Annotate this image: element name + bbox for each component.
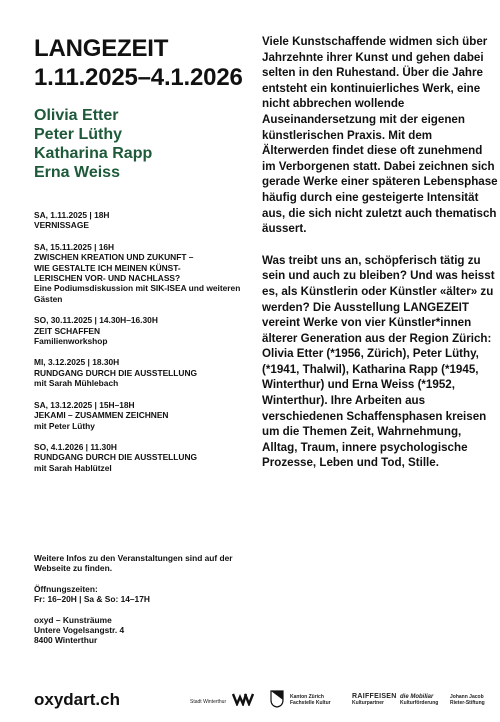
more-info-text: Weitere Infos zu den Veranstaltungen sind auf der Webseite zu finden.: [34, 553, 233, 574]
left-column: [34, 34, 259, 484]
event-title: JEKAMI – ZUSAMMEN ZEICHNEN: [34, 410, 169, 421]
event-date: SO, 4.1.2026 | 11.30H: [34, 441, 117, 452]
logo-text: Johann Jacob: [450, 694, 484, 700]
event-date: MI, 3.12.2025 | 18.30H: [34, 357, 120, 368]
event-item: [34, 442, 259, 473]
winterthur-lion-icon: [232, 692, 254, 706]
artist-name: Olivia Etter: [34, 107, 119, 124]
artist-name: Katharina Rapp: [34, 145, 153, 162]
event-date: SA, 15.11.2025 | 16H: [34, 241, 115, 252]
opening-hours-value: Fr: 16–20H | Sa & So: 14–17H: [34, 594, 150, 605]
event-subtitle: mit Peter Lüthy: [34, 420, 95, 431]
info-block: [34, 553, 259, 656]
artist-name: Erna Weiss: [34, 164, 120, 181]
event-subtitle: Familienworkshop: [34, 336, 108, 347]
event-date: SA, 13.12.2025 | 15H–18H: [34, 399, 135, 410]
logo-text: RAIFFEISEN: [352, 693, 397, 700]
website-link[interactable]: oxydart.ch: [34, 690, 120, 709]
sponsor-logos: [190, 690, 500, 712]
address: [34, 615, 259, 646]
logo-text: Fachstelle Kultur: [290, 700, 331, 706]
opening-hours-label: Öffnungszeiten:: [34, 583, 98, 594]
address-line: oxyd – Kunsträume: [34, 614, 112, 625]
event-title: RUNDGANG DURCH DIE AUSSTELLUNG: [34, 452, 198, 463]
logo-text: die Mobiliar: [400, 694, 434, 700]
logo-text: Kulturpartner: [352, 700, 384, 706]
logo-raiffeisen: [352, 694, 397, 706]
artist-name: Peter Lüthy: [34, 126, 123, 143]
description-paragraph: Viele Kunstschaffende widmen sich über Jahrzehnte ihrer Kunst und gehen dabei selten in den Ruhestand. Über die Jahre entsteht ein kontinuierliches Werk, eine nicht abbrechen wollende Auseinandersetzung mit der eigenen künstlerischen Praxis. Mit dem Älterwerden findet diese oft zunehmend im Verborgenen statt. Dabei zeichnen sich gerade Werke einer späteren Lebensphase häufig durch eine gesteigerte Intensität aus, die sich nicht zuletzt auch thematisch äussert.: [262, 35, 498, 236]
event-date: SO, 30.11.2025 | 14.30H–16.30H: [34, 315, 158, 326]
logo-text: Kulturförderung: [400, 700, 439, 706]
event-title: RUNDGANG DURCH DIE AUSSTELLUNG: [34, 367, 198, 378]
event-date: SA, 1.11.2025 | 18H: [34, 210, 110, 220]
event-subtitle: mit Sarah Hablützel: [34, 462, 112, 473]
logo-stadt-winterthur: Stadt Winterthur: [190, 699, 227, 705]
opening-hours: [34, 584, 259, 605]
logo-kanton-zuerich: [290, 694, 331, 706]
event-subtitle: mit Sarah Mühlebach: [34, 378, 119, 389]
description-column: [262, 34, 498, 471]
description-paragraph: Was treibt uns an, schöpferisch tätig zu sein und auch zu bleiben? Und was heisst es, als Künstlerin oder Künstler «älter» zu werden? Die Ausstellung LANGEZEIT vereint Werke von vier Künstler*innen älterer Generation aus der Region Zürich: Olivia Etter (*1956, Zürich), Peter Lüthy, (*1941, Thalwil), Katharina Rapp (*1945, Winterthur) und Erna Weiss (*1952, Winterthur). Ihre Arbeiten aus verschiedenen Schaffensphasen kreisen um die Themen Zeit, Wahrnehmung, Alltag, Traum, innere psychologische Prozesse, Leben und Tod, Stille.: [262, 253, 495, 470]
logo-text: Rieter-Stiftung: [450, 700, 485, 706]
event-title: LERISCHEN VOR- UND NACHLASS?: [34, 273, 181, 284]
logo-text: Kanton Zürich: [290, 694, 324, 700]
title-dates: 1.11.2025–4.1.2026: [34, 64, 243, 91]
logo-mobiliar: [400, 694, 438, 706]
event-title: ZEIT SCHAFFEN: [34, 325, 101, 336]
event-list: [34, 210, 259, 473]
event-item: [34, 315, 259, 346]
artist-list: [34, 106, 259, 182]
event-title: WIE GESTALTE ICH MEINEN KÜNST-: [34, 262, 181, 273]
event-item: [34, 242, 259, 304]
exhibition-title: [34, 34, 259, 92]
event-item: [34, 357, 259, 388]
kanton-zuerich-shield-icon: [270, 690, 284, 708]
address-line: Untere Vogelsangstr. 4: [34, 625, 125, 636]
event-item: [34, 400, 259, 431]
event-title: ZWISCHEN KREATION UND ZUKUNFT –: [34, 252, 194, 263]
title-name: LANGEZEIT: [34, 35, 169, 62]
event-subtitle: Eine Podiumsdiskussion mit SIK-ISEA und weiteren Gästen: [34, 283, 241, 304]
logo-rieter-stiftung: [450, 694, 485, 706]
event-title: VERNISSAGE: [34, 220, 89, 231]
address-line: 8400 Winterthur: [34, 635, 98, 646]
event-item: [34, 210, 259, 231]
